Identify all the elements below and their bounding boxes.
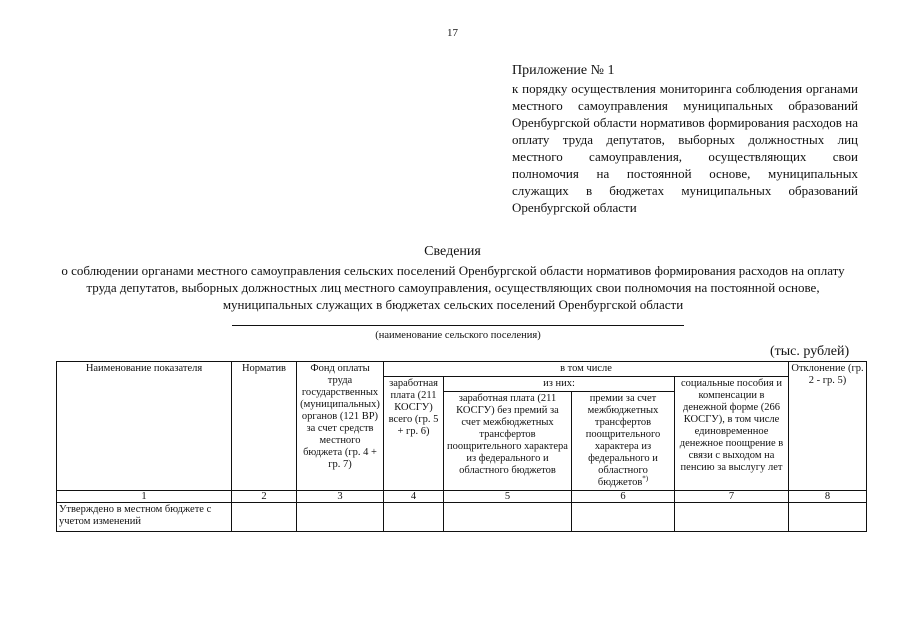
document-subtitle: о соблюдении органами местного самоуправления сельских поселений Оренбургской области нормативов формирования расходов на оплату труда депутатов, выборных должностных лиц местного самоуправления, осуществляющих свои полномочия на постоянной основе, муниципальных служащих в бюджетах сельских поселений Оренбургской области <box>61 263 845 312</box>
column-number-row <box>57 491 867 503</box>
column-number: 3 <box>297 491 384 503</box>
footnote-mark: *) <box>642 474 649 483</box>
header-including: в том числе <box>384 362 789 377</box>
header-social: социальные пособия и компенсации в денежной форме (266 КОСГУ), в том числе единовременное денежное поощрение в связи с выходом на пенсию за выслугу лет <box>675 377 789 491</box>
header-fund: Фонд оплаты труда государственных (муниципальных) органов (121 ВР) за счет средств местного бюджета (гр. 4 + гр. 7) <box>297 362 384 491</box>
header-bonuses <box>572 392 675 491</box>
header-indicator: Наименование показателя <box>57 362 232 491</box>
column-number: 6 <box>572 491 675 503</box>
header-salary-total: заработная плата (211 КОСГУ) всего (гр. 5 + гр. 6) <box>384 377 444 491</box>
document-title: Сведения <box>424 244 481 259</box>
header-salary-no-bonus: заработная плата (211 КОСГУ) без премий за счет межбюджетных трансфертов поощрительного характера из федерального и областного бюджетов <box>444 392 572 491</box>
table-cell <box>789 503 867 532</box>
header-deviation: Отклонение (гр. 2 - гр. 5) <box>789 362 867 491</box>
header-bonuses-text: премии за счет межбюджетных трансфертов поощрительного характера из федерального и областного бюджетов <box>585 393 661 488</box>
appendix-title: Приложение № 1 <box>512 63 615 78</box>
header-row-1 <box>57 362 867 377</box>
column-number: 8 <box>789 491 867 503</box>
appendix-block <box>512 62 858 216</box>
table-cell <box>297 503 384 532</box>
table-row <box>57 503 867 532</box>
table-cell <box>444 503 572 532</box>
column-number: 7 <box>675 491 789 503</box>
page-number: 17 <box>447 27 458 39</box>
column-number: 1 <box>57 491 232 503</box>
settlement-name-caption: (наименование сельского поселения) <box>375 330 541 341</box>
table-cell <box>232 503 297 532</box>
units-label: (тыс. рублей) <box>770 344 850 359</box>
appendix-body: к порядку осуществления мониторинга соблюдения органами местного самоуправления муниципальных образований Оренбургской области нормативов формирования расходов на оплату труда депутатов, выборных должностных лиц местного самоуправления, осуществляющих свои полномочия на постоянной основе, муниципальных служащих в бюджетах муниципальных образований Оренбургской области <box>512 81 858 215</box>
header-norm: Норматив <box>232 362 297 491</box>
column-number: 5 <box>444 491 572 503</box>
settlement-name-line <box>232 325 684 326</box>
table-cell <box>675 503 789 532</box>
column-number: 4 <box>384 491 444 503</box>
table-cell <box>572 503 675 532</box>
row-label: Утверждено в местном бюджете с учетом изменений <box>57 503 232 532</box>
table-cell <box>384 503 444 532</box>
column-number: 2 <box>232 491 297 503</box>
header-of-them: из них: <box>444 377 675 392</box>
report-table <box>56 361 867 532</box>
